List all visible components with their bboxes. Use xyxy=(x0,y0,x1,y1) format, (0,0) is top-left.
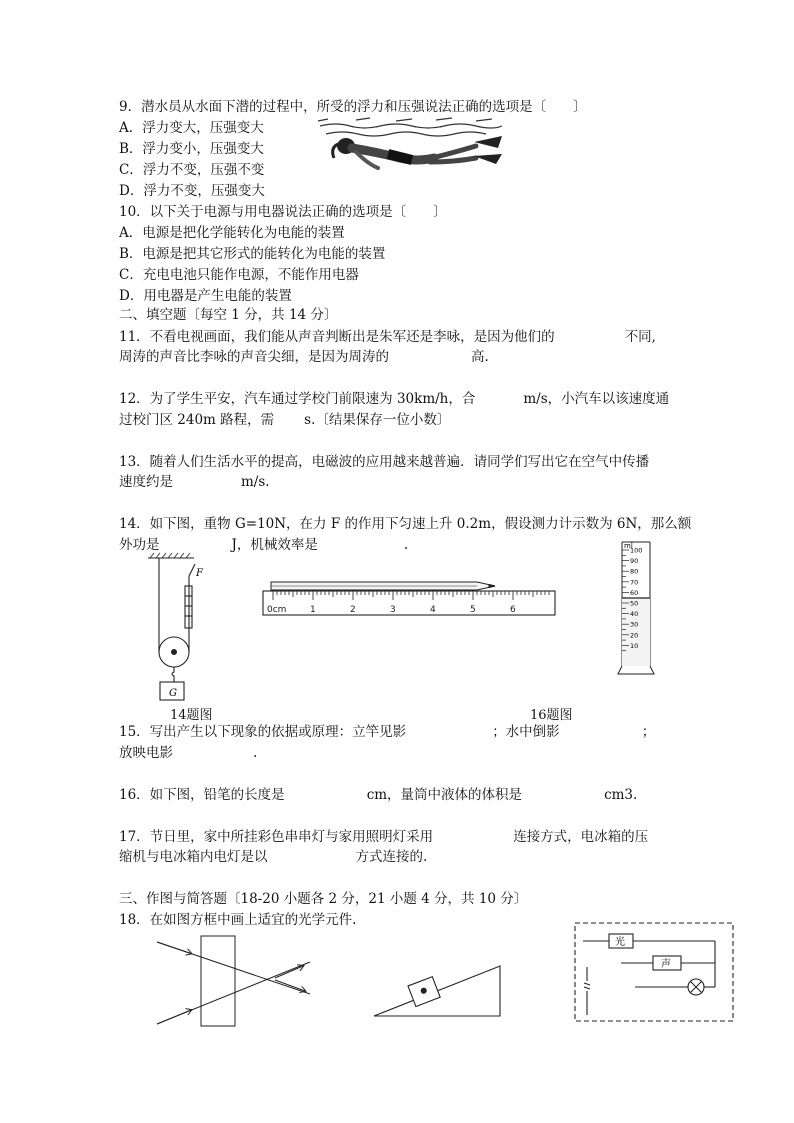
q10-stem: 10．以下关于电源与用电器说法正确的选项是〔 〕 xyxy=(119,204,447,220)
cylinder-number-label: 60 xyxy=(630,588,639,597)
diver-illustration xyxy=(316,118,506,180)
q12-text-b: m/s，小汽车以该速度通 xyxy=(523,391,670,407)
pulley-label-g: G xyxy=(169,688,177,699)
q17-text-b: 连接方式，电冰箱的压 xyxy=(513,829,649,845)
q17-text-a: 17．节日里，家中所挂彩色串串灯与家用照明灯采用 xyxy=(119,829,434,845)
q16-text-c: cm3. xyxy=(604,787,638,803)
q12-text-a: 12．为了学生平安，汽车通过学校门前限速为 30km/h，合 xyxy=(119,391,476,407)
q16-text-b: cm，量筒中液体的体积是 xyxy=(366,787,523,803)
q15-line2 xyxy=(119,744,257,762)
q14-line2 xyxy=(119,536,408,554)
circuit-dashed-border xyxy=(575,923,733,1021)
ruler-zero-label: 0cm xyxy=(267,605,287,615)
q9-option-a: A．浮力变大，压强变大 xyxy=(119,120,264,136)
q11-line1 xyxy=(119,328,656,346)
q17-text-d: 方式连接的. xyxy=(355,849,428,865)
q17-text-c: 缩机与电冰箱内电灯是以 xyxy=(119,849,268,865)
q11-text-d: 高. xyxy=(471,349,489,365)
q15-text-a: 15．写出产生以下现象的依据或原理：立竿见影 xyxy=(119,724,407,740)
q9-option-b: B．浮力变小，压强变大 xyxy=(119,141,264,157)
q15-text-e: . xyxy=(253,745,258,761)
light-switch-label: 光 xyxy=(615,937,625,948)
incline-block-figure xyxy=(372,962,504,1020)
q10-option-c: C．充电电池只能作电源，不能作用电器 xyxy=(119,267,359,283)
q9-stem: 9．潜水员从水面下潜的过程中，所受的浮力和压强说法正确的选项是〔 〕 xyxy=(119,99,587,115)
cylinder-number-label: 100 xyxy=(630,546,643,555)
cylinder-number-label: 90 xyxy=(630,557,639,566)
ruler-number-label: 5 xyxy=(470,605,476,615)
q10-option-d: D．用电器是产生电能的装置 xyxy=(119,288,292,304)
caption-fig16: 16题图 xyxy=(530,708,573,723)
q15-text-b: ；水中倒影 xyxy=(492,724,560,740)
light-rays-box-figure xyxy=(155,934,315,1030)
section2-heading: 二、填空题〔每空 1 分，共 14 分〕 xyxy=(119,307,338,323)
blank-box[interactable] xyxy=(201,936,235,1026)
cylinder-number-label: 80 xyxy=(630,567,639,576)
q14-text-a: 外功是 xyxy=(119,537,160,553)
q15-text-d: 放映电影 xyxy=(119,745,173,761)
q11-text-c: 周涛的声音比李咏的声音尖细，是因为周涛的 xyxy=(119,349,389,365)
circuit-box-figure xyxy=(573,921,735,1025)
q12-line1 xyxy=(119,390,669,408)
q9-option-c: C．浮力不变，压强不变 xyxy=(119,162,265,178)
cylinder-unit-label: ml xyxy=(624,542,633,550)
q16-line xyxy=(119,786,637,804)
q9-option-d: D．浮力不变，压强变大 xyxy=(119,183,265,199)
q14-line1: 14．如下图，重物 G=10N，在力 F 的作用下匀速上升 0.2m，假设测力计示数为 6N，那么额 xyxy=(119,516,692,532)
q11-text-a: 11．不看电视画面，我们能从声音判断出是朱军还是李咏，是因为他们的 xyxy=(119,329,555,345)
q15-line1 xyxy=(119,723,655,741)
cylinder-number-label: 30 xyxy=(630,620,639,629)
cylinder-number-label: 40 xyxy=(630,610,639,619)
ruler-figure xyxy=(263,578,558,620)
q16-text-a: 16．如下图，铅笔的长度是 xyxy=(119,787,285,803)
ruler-number-label: 4 xyxy=(430,605,436,615)
q11-text-b: 不同, xyxy=(624,329,656,345)
q14-text-c: . xyxy=(403,537,409,553)
q12-text-d: s.〔结果保存一位小数〕 xyxy=(304,412,451,428)
q14-text-b: J，机械效率是 xyxy=(231,537,318,553)
cylinder-number-label: 70 xyxy=(630,578,639,587)
section3-heading: 三、作图与简答题〔18-20 小题各 2 分，21 小题 4 分，共 10 分〕 xyxy=(119,891,528,907)
q13-line1: 13．随着人们生活水平的提高，电磁波的应用越来越普遍．请同学们写出它在空气中传播 xyxy=(119,454,650,470)
cylinder-number-label: 50 xyxy=(630,599,639,608)
caption-fig14: 14题图 xyxy=(170,708,213,723)
q17-line1 xyxy=(119,828,648,846)
q13-line2 xyxy=(119,473,270,491)
cylinder-number-label: 20 xyxy=(630,631,639,640)
ruler-number-label: 3 xyxy=(390,605,396,615)
q13-text-a: 速度约是 xyxy=(119,474,173,490)
q18-stem: 18．在如图方框中画上适宜的光学元件. xyxy=(119,912,357,928)
cylinder-number-label: 10 xyxy=(630,641,639,650)
q11-line2 xyxy=(119,348,489,366)
ruler-number-label: 2 xyxy=(350,605,356,615)
pencil xyxy=(271,582,495,590)
q13-text-b: m/s. xyxy=(241,474,270,490)
pulley-figure xyxy=(148,556,208,702)
ruler-number-label: 1 xyxy=(310,605,316,615)
q17-line2 xyxy=(119,848,427,866)
measuring-cylinder xyxy=(618,536,658,684)
q10-option-a: A．电源是把化学能转化为电能的装置 xyxy=(119,225,345,241)
pulley-label-f: F xyxy=(196,568,203,579)
q12-text-c: 过校门区 240m 路程，需 xyxy=(119,412,275,428)
q15-text-c: ； xyxy=(641,724,656,740)
ruler-number-label: 6 xyxy=(510,605,516,615)
q12-line2 xyxy=(119,411,450,429)
sound-switch-label: 声 xyxy=(661,959,671,970)
q10-option-b: B．电源是把其它形式的能转化为电能的装置 xyxy=(119,246,386,262)
